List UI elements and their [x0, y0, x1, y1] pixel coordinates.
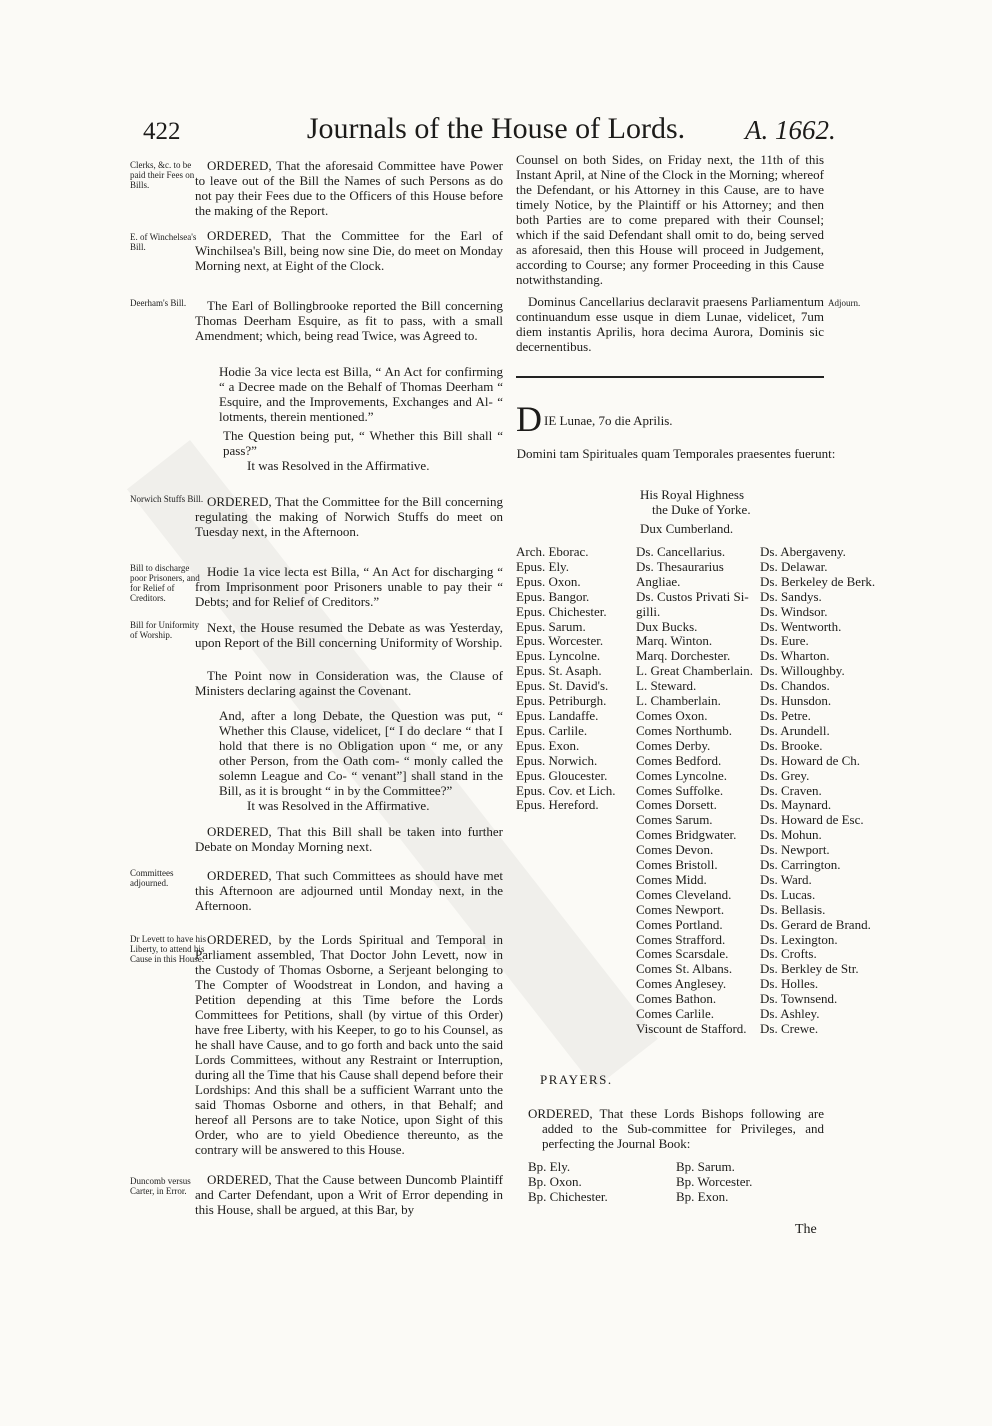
list-item: Ds. Abergaveny.	[760, 544, 846, 559]
list-item: Ds. Ashley.	[760, 1006, 820, 1022]
paragraph: The Point now in Consideration was, the Clause of Ministers declaring against the Covenant.	[195, 668, 503, 698]
list-item: Dux Cumberland.	[640, 520, 734, 536]
paragraph: It was Resolved in the Affirmative.	[247, 798, 430, 813]
list-item: Ds. Brooke.	[760, 737, 823, 753]
list-item: Bp. Exon.	[676, 1188, 729, 1204]
list-item: Ds. Grey.	[760, 767, 810, 783]
list-item: Ds. Custos Privati Si-	[636, 588, 749, 604]
present-heading: Domini tam Spirituales quam Temporales praesentes fuerunt:	[516, 446, 836, 461]
paragraph: ORDERED, That the aforesaid Committee have Power to leave out of the Bill the Names of such Persons as do not pay their Fees due to the Officers of this House before the making of the Report.	[195, 158, 503, 218]
paragraph: Counsel on both Sides, on Friday next, the 11th of this Instant April, at Nine of the Clock in the Morning; whereof the Defendant, or his Attorney in this Cause, are to have timely Notice, by the Plaintiff or his Attorney; and then both Parties are to come prepared with their Counsel; which if the said Defendant shall omit to do, being served as aforesaid, then this House will proceed in Judgement, according to Course; any former Proceeding in this Cause notwithstanding.	[516, 152, 824, 287]
list-item: Comes Bedford.	[636, 752, 722, 768]
list-item: Comes Midd.	[636, 871, 707, 887]
margin-note: Bill to discharge poor Prisoners, and for Relief of Creditors.	[130, 563, 200, 603]
list-item: Comes Anglesey.	[636, 976, 727, 992]
list-item: Ds. Berkeley de Berk.	[760, 573, 876, 589]
list-item: Ds. Gerard de Brand.	[760, 916, 871, 932]
paragraph: ORDERED, That this Bill shall be taken into further Debate on Monday Morning next.	[195, 824, 503, 854]
left-column	[195, 158, 503, 218]
list-item: Epus. Ely.	[516, 558, 569, 574]
list-item: Dux Bucks.	[636, 618, 698, 634]
list-item: Epus. Worcester.	[516, 633, 604, 649]
margin-note: Dr Levett to have his Liberty, to attend his Cause in this House.	[130, 934, 206, 964]
list-item: L. Great Chamberlain.	[636, 663, 753, 679]
list-item: Ds. Eure.	[760, 633, 809, 649]
list-item: Comes Scarsdale.	[636, 946, 729, 962]
list-item: Epus. St. Asaph.	[516, 663, 602, 679]
list-item: Comes Portland.	[636, 916, 723, 932]
list-item: Comes Lyncolne.	[636, 767, 727, 783]
list-item: Ds. Arundell.	[760, 722, 830, 738]
list-item: Comes Oxon.	[636, 707, 708, 723]
list-item: Ds. Windsor.	[760, 603, 828, 619]
paragraph: It was Resolved in the Affirmative.	[247, 458, 430, 473]
section-divider	[516, 376, 824, 378]
list-item: Arch. Eborac.	[516, 544, 589, 559]
adjournment-paragraph: Dominus Cancellarius declaravit praesens Parliamentum continuandum esse usque in diem Lunae, videlicet, 7um diem instantis Aprilis, hora decima Aurora, Dominis sic decernentibus.	[516, 294, 824, 354]
list-item: Ds. Bellasis.	[760, 901, 826, 917]
list-item: Ds. Willoughby.	[760, 663, 845, 679]
list-item: L. Chamberlain.	[636, 693, 721, 709]
list-item: Ds. Ward.	[760, 871, 812, 887]
list-item: L. Steward.	[636, 678, 697, 694]
day-heading	[516, 399, 673, 439]
royal-list	[640, 488, 751, 537]
earls-list	[636, 545, 753, 1037]
list-item: Comes Newport.	[636, 901, 725, 917]
list-item: gilli.	[636, 603, 661, 619]
list-item: Ds. Lexington.	[760, 931, 838, 947]
paragraph: The Question being put, “ Whether this Bill shall “ pass?”	[223, 428, 503, 458]
list-item: Ds. Howard de Ch.	[760, 752, 861, 768]
list-item: Ds. Newport.	[760, 842, 830, 858]
margin-note: E. of Winchelsea's Bill.	[130, 232, 197, 252]
page-number: 422	[143, 118, 181, 145]
list-item: Epus. Cov. et Lich.	[516, 782, 616, 798]
list-item: Comes Carlile.	[636, 1006, 714, 1022]
margin-note: Norwich Stuffs Bill.	[130, 494, 204, 504]
paragraph: The Earl of Bollingbrooke reported the Bill concerning Thomas Deerham Esquire, as fit to pass, with a small Amendment; which, being read Twice, was Agreed to.	[195, 298, 503, 343]
list-item: Bp. Oxon.	[528, 1173, 582, 1189]
paragraph: And, after a long Debate, the Question was put, “ Whether this Clause, videlicet, [“ I do declare “ that I hold that there is no Obligation upon “ me, or any other Person, from the Oath com- “ monly called the solemn League and Co- “ venant”] shall stand in the Bill, as it is brought “ in by the Committee?”	[219, 708, 503, 798]
list-item: Ds. Craven.	[760, 782, 822, 798]
list-item: Comes St. Albans.	[636, 961, 733, 977]
margin-note: Deerham's Bill.	[130, 298, 187, 308]
prayers-order: ORDERED, That these Lords Bishops following are added to the Sub-committee for Privileges, and perfecting the Journal Book:	[528, 1106, 824, 1151]
list-item: Comes Devon.	[636, 842, 714, 858]
list-item: Ds. Lucas.	[760, 886, 816, 902]
list-item: Epus. St. David's.	[516, 678, 609, 694]
list-item: Viscount de Stafford.	[636, 1021, 747, 1036]
list-item: Epus. Gloucester.	[516, 767, 608, 783]
prayers-heading: PRAYERS.	[540, 1072, 613, 1087]
paragraph: Hodie 3a vice lecta est Billa, “ An Act for confirming “ a Decree made on the Behalf of Thomas Deerham “ Esquire, and the Improvements, Exchanges and Al- “ lotments, therein mentioned.”	[219, 364, 503, 424]
paragraph: ORDERED, by the Lords Spiritual and Temporal in Parliament assembled, That Doctor John Levett, now in the Custody of Thomas Osborne, a Serjeant belonging to The Compter of Woodstreat in London, and having a Petition depending at this Time before the Lords Committees for Petitions, shall (by virtue of this Order) have free Liberty, with his Keeper, to go to his Counsel, as he shall have Cause, and to go forth and back unto the said Lords Committees, without any Restraint or Interruption, during all the Time that his Cause shall depend before their Lordships: And this shall be a sufficient Warrant unto the said Thomas Osborne and others, in that Behalf; and hereof all Persons are to take Notice, upon Sight of this Order, who are to yield Obedience thereunto, as the contrary will be answered to this House.	[195, 932, 503, 1157]
day-heading-text: IE Lunae, 7o die Aprilis.	[544, 413, 673, 428]
list-item: Marq. Dorchester.	[636, 648, 731, 664]
paragraph: ORDERED, That the Committee for the Earl of Winchilsea's Bill, being now sine Die, do meet on Monday Morning next, at Eight of the Clock.	[195, 228, 503, 273]
list-item: Bp. Ely.	[528, 1159, 571, 1174]
list-item: Angliae.	[636, 573, 681, 589]
barons-list	[760, 545, 875, 1037]
paragraph: Hodie 1a vice lecta est Billa, “ An Act for discharging “ from Imprisonment poor Prisoners unable to pay their “ Debts; and for Relief of Creditors.”	[195, 564, 503, 609]
list-item: Bp. Chichester.	[528, 1188, 608, 1204]
list-item: Epus. Oxon.	[516, 573, 581, 589]
list-item: Bp. Sarum.	[676, 1159, 735, 1174]
margin-note: Bill for Uniformity of Worship.	[130, 620, 199, 640]
list-item: Epus. Lyncolne.	[516, 648, 601, 664]
list-item: Ds. Crofts.	[760, 946, 817, 962]
margin-note: Committees adjourned.	[130, 868, 174, 888]
list-item: Ds. Berkley de Str.	[760, 961, 859, 977]
list-item: Comes Cleveland.	[636, 886, 732, 902]
catchword: The	[795, 1222, 817, 1237]
list-item: Epus. Carlile.	[516, 722, 588, 738]
list-item: Epus. Exon.	[516, 737, 580, 753]
list-item: the Duke of Yorke.	[652, 501, 751, 517]
list-item: Marq. Winton.	[636, 633, 713, 649]
drop-cap: D	[516, 399, 542, 439]
prayers-bishops-right	[676, 1160, 752, 1205]
list-item: Ds. Carrington.	[760, 857, 841, 873]
list-item: Epus. Petriburgh.	[516, 693, 607, 709]
list-item: Ds. Holles.	[760, 976, 819, 992]
list-item: Comes Bristoll.	[636, 857, 718, 873]
prayers-bishops-left	[528, 1160, 608, 1205]
paragraph: ORDERED, That the Committee for the Bill concerning regulating the making of Norwich Stuffs do meet on Tuesday next, in the Afternoon.	[195, 494, 503, 539]
list-item: Ds. Hunsdon.	[760, 693, 832, 709]
paragraph: ORDERED, That such Committees as should have met this Afternoon are adjourned until Monday next, in the Afternoon.	[195, 868, 503, 913]
list-item: Ds. Maynard.	[760, 797, 832, 813]
list-item: Ds. Chandos.	[760, 678, 830, 694]
page-title: Journals of the House of Lords.	[306, 112, 686, 145]
paragraph: ORDERED, That the Cause between Duncomb Plaintiff and Carter Defendant, upon a Writ of Error depending in this House, shall be argued, at this Bar, by	[195, 1172, 503, 1217]
list-item: Comes Dorsett.	[636, 797, 717, 813]
list-item: Epus. Sarum.	[516, 618, 586, 634]
list-item: Epus. Hereford.	[516, 797, 599, 813]
margin-note-right: Adjourn.	[828, 298, 861, 308]
list-item: Epus. Landaffe.	[516, 707, 599, 723]
list-item: His Royal Highness	[640, 487, 744, 502]
list-item: Ds. Wentworth.	[760, 618, 842, 634]
list-item: Ds. Cancellarius.	[636, 544, 726, 559]
list-item: Epus. Norwich.	[516, 752, 598, 768]
list-item: Comes Sarum.	[636, 812, 713, 828]
page-year: A. 1662.	[745, 115, 836, 145]
paragraph: Next, the House resumed the Debate as was Yesterday, upon Report of the Bill concerning Uniformity of Worship.	[195, 620, 503, 650]
margin-note: Clerks, &c. to be paid their Fees on Bills.	[130, 160, 195, 190]
list-item: Ds. Sandys.	[760, 588, 822, 604]
list-item: Ds. Crewe.	[760, 1021, 819, 1036]
list-item: Comes Suffolke.	[636, 782, 724, 798]
list-item: Comes Bridgwater.	[636, 827, 737, 843]
list-item: Ds. Thesaurarius	[636, 558, 724, 574]
list-item: Ds. Wharton.	[760, 648, 830, 664]
list-item: Comes Bathon.	[636, 991, 717, 1007]
bishops-list	[516, 545, 616, 813]
margin-note: Duncomb versus Carter, in Error.	[130, 1176, 191, 1196]
list-item: Comes Derby.	[636, 737, 711, 753]
list-item: Epus. Bangor.	[516, 588, 590, 604]
list-item: Ds. Townsend.	[760, 991, 838, 1007]
list-item: Comes Northumb.	[636, 722, 733, 738]
list-item: Comes Strafford.	[636, 931, 726, 947]
list-item: Ds. Mohun.	[760, 827, 822, 843]
list-item: Ds. Delawar.	[760, 558, 828, 574]
list-item: Epus. Chichester.	[516, 603, 607, 619]
list-item: Bp. Worcester.	[676, 1173, 753, 1189]
list-item: Ds. Howard de Esc.	[760, 812, 864, 828]
list-item: Ds. Petre.	[760, 707, 811, 723]
